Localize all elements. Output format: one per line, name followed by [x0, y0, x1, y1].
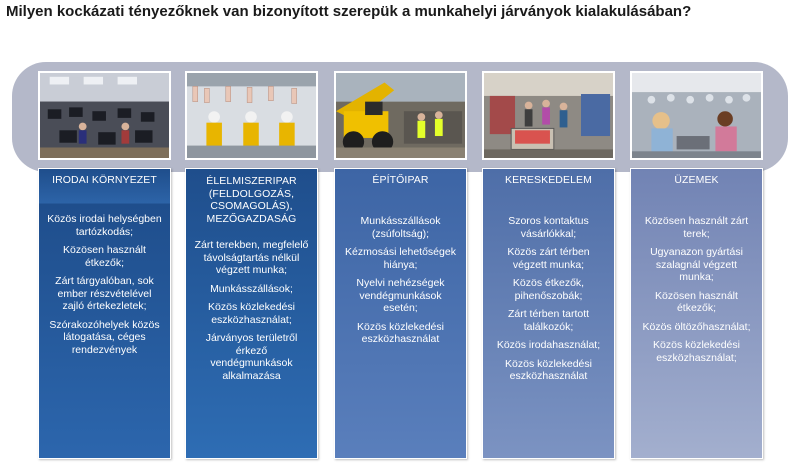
- panel-items: [186, 225, 317, 382]
- list-item: Zárt tárgyalóban, sok ember részvételével zajló értekezletek;: [55, 275, 154, 312]
- list-item: Ugyanazon gyártási szalagnál végzett munka;: [650, 246, 743, 283]
- list-item: Közösen használt étkezők;: [655, 289, 738, 314]
- panel-factories: [630, 168, 763, 459]
- list-item: Közös öltözőhasználat;: [642, 320, 751, 333]
- list-item: Közös irodahasználat;: [496, 339, 601, 351]
- list-item: Közös irodai helységben tartózkodás;: [47, 213, 162, 238]
- list-item: Közös étkezők, pihenőszobák;: [512, 277, 585, 302]
- list-item: Közös közlekedési eszközhasználat;: [208, 301, 295, 326]
- list-item: Közös közlekedési eszközhasználat: [357, 320, 444, 345]
- panel-items: [483, 191, 614, 383]
- list-item: Munkásszállások;: [210, 282, 293, 295]
- list-item: Közös közlekedési eszközhasználat: [505, 357, 592, 382]
- list-item: Járványos területről érkező vendégmunkások alkalmazása: [205, 332, 298, 382]
- panel-heading: ÜZEMEK: [674, 174, 719, 186]
- panel-heading: ÉLELMISZERIPAR (FELDOLGOZÁS, CSOMAGOLÁS), MEZŐGAZDASÁG: [206, 175, 297, 225]
- panel-office: [38, 168, 171, 459]
- office-workers-photo: [38, 71, 171, 160]
- panel-heading: KERESKEDELEM: [505, 174, 592, 186]
- panel-retail: [482, 168, 615, 459]
- list-item: Közösen használt zárt terek;: [644, 215, 749, 240]
- panel-items: [39, 191, 170, 356]
- construction-site-photo: [334, 71, 467, 160]
- panel-food-industry: [185, 168, 318, 459]
- panel-heading: ÉPÍTŐIPAR: [372, 174, 429, 186]
- list-item: Kézmosási lehetőségek hiánya;: [345, 246, 456, 271]
- food-processing-photo: [185, 71, 318, 160]
- panel-construction: [334, 168, 467, 459]
- panel-items: [335, 191, 466, 346]
- list-item: Zárt terekben, megfelelő távolságtartás nélkül végzett munka;: [194, 239, 309, 276]
- panel-items: [631, 191, 762, 364]
- page-title: Milyen kockázati tényezőknek van bizonyított szerepük a munkahelyi járványok kialakulásában?: [6, 3, 692, 20]
- list-item: Nyelvi nehézségek vendégmunkások esetén;: [356, 277, 445, 314]
- list-item: Munkásszállások (zsúfoltság);: [360, 215, 441, 240]
- retail-store-photo: [482, 71, 615, 160]
- list-item: Közös közlekedési eszközhasználat;: [653, 339, 740, 364]
- list-item: Közösen használt étkezők;: [63, 244, 146, 269]
- list-item: Szoros kontaktus vásárlókkal;: [508, 215, 589, 240]
- list-item: Szórakozóhelyek közös látogatása, céges rendezvények: [49, 318, 160, 356]
- panel-heading: IRODAI KÖRNYEZET: [52, 174, 157, 186]
- factory-floor-photo: [630, 71, 763, 160]
- list-item: Közös zárt térben végzett munka;: [507, 246, 590, 271]
- list-item: Zárt térben tartott találkozók;: [507, 308, 590, 333]
